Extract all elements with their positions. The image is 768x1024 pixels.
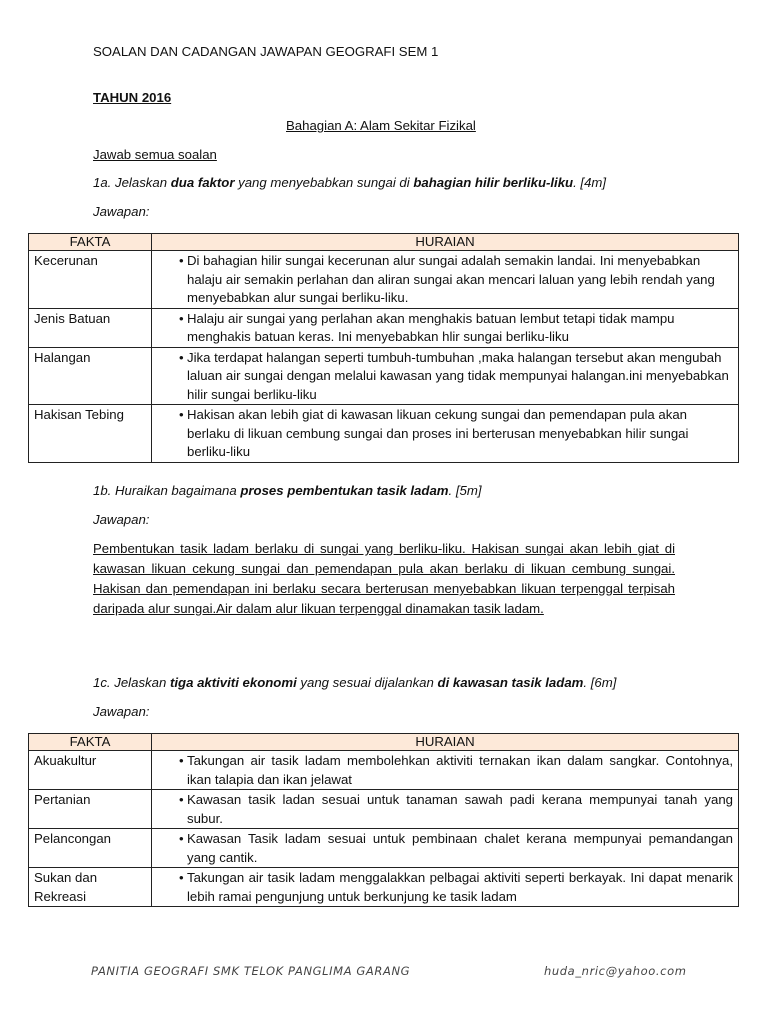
answer-label-1a: Jawapan: [93,204,150,219]
table-factors [28,233,739,463]
fakta-cell: Jenis Batuan [29,308,152,347]
fakta-cell: Hakisan Tebing [29,405,152,463]
bullet-icon: • [179,792,184,807]
table-row [29,251,739,309]
question-1a: 1a. Jelaskan dua faktor yang menyebabkan sungai di bahagian hilir berliku-liku. [4m] [93,175,607,190]
answer-1b: Pembentukan tasik ladam berlaku di sungai yang berliku-liku. Hakisan sungai akan lebih giat di kawasan likuan cekung sungai dan pemendapan pula akan berlaku di likuan cembung sungai. Hakisan dan pemendapan ini berlaku secara berterusan menyebabkan likuan terpenggal terpisah daripada alur sungai.Air dalam alur likuan terpenggal dinamakan tasik ladam. [93,541,675,616]
fakta-cell: Akuakultur [29,751,152,790]
header-huraian: HURAIAN [152,734,739,751]
huraian-cell: • Kawasan tasik ladan sesuai untuk tanaman sawah padi kerana mempunyai tanah yang subur. [152,790,739,829]
table-row [29,347,739,405]
fakta-cell: Pelancongan [29,829,152,868]
header-fakta: FAKTA [29,734,152,751]
table-row [29,308,739,347]
huraian-cell: • Hakisan akan lebih giat di kawasan likuan cekung sungai dan pemendapan pula akan berlaku di likuan cembung sungai dan proses ini berterusan menyebabkan hilir sungai berliku-liku [152,405,739,463]
bullet-icon: • [179,407,184,422]
bullet-icon: • [179,831,184,846]
huraian-cell: • Halaju air sungai yang perlahan akan menghakis batuan lembut tetapi tidak mampu menghakis batuan keras. Ini menyebabkan hlir sungai berliku-liku [152,308,739,347]
table-economic-activities [28,733,739,907]
bullet-icon: • [179,310,184,326]
bullet-icon: • [179,349,184,365]
fakta-cell: Kecerunan [29,251,152,309]
fakta-cell: Halangan [29,347,152,405]
instruction: Jawab semua soalan [93,147,217,162]
table-row [29,405,739,463]
table-row [29,790,739,829]
huraian-cell: • Jika terdapat halangan seperti tumbuh-tumbuhan ,maka halangan tersebut akan mengubah laluan air sungai dengan melalui kawasan yang tidak mempunyai halangan.ini menyebabkan hilir sungai berliku-liku [152,347,739,405]
bullet-icon: • [179,753,184,768]
fakta-cell: Pertanian [29,790,152,829]
footer-school: PANITIA GEOGRAFI SMK TELOK PANGLIMA GARANG [91,964,411,978]
answer-label-1b: Jawapan: [93,512,150,527]
table-row [29,829,739,868]
huraian-cell: • Di bahagian hilir sungai kecerunan alur sungai adalah semakin landai. Ini menyebabkan halaju air semakin perlahan dan aliran sungai akan mencari laluan yang lebih rendah yang menyebabkan alur sungai berliku-liku. [152,251,739,309]
answer-label-1c: Jawapan: [93,704,150,719]
fakta-cell: Sukan dan Rekreasi [29,868,152,907]
table-row [29,751,739,790]
year-heading: TAHUN 2016 [93,90,172,105]
question-1c: 1c. Jelaskan tiga aktiviti ekonomi yang sesuai dijalankan di kawasan tasik ladam. [6m] [93,675,617,690]
document-title: SOALAN DAN CADANGAN JAWAPAN GEOGRAFI SEM 1 [93,44,439,59]
huraian-cell: • Takungan air tasik ladam membolehkan aktiviti ternakan ikan dalam sangkar. Contohnya, ikan talapia dan ikan jelawat [152,751,739,790]
question-1b: 1b. Huraikan bagaimana proses pembentukan tasik ladam. [5m] [93,483,482,498]
section-heading: Bahagian A: Alam Sekitar Fizikal [286,118,476,133]
header-huraian: HURAIAN [152,234,739,251]
footer-email: huda_nric@yahoo.com [544,964,687,978]
bullet-icon: • [179,870,184,885]
huraian-cell: • Takungan air tasik ladam menggalakkan pelbagai aktiviti seperti berkayak. Ini dapat menarik lebih ramai pengunjung untuk berkunjung ke tasik ladam [152,868,739,907]
huraian-cell: • Kawasan Tasik ladam sesuai untuk pembinaan chalet kerana mempunyai pemandangan yang cantik. [152,829,739,868]
header-fakta: FAKTA [29,234,152,251]
table-row [29,868,739,907]
bullet-icon: • [179,253,184,268]
